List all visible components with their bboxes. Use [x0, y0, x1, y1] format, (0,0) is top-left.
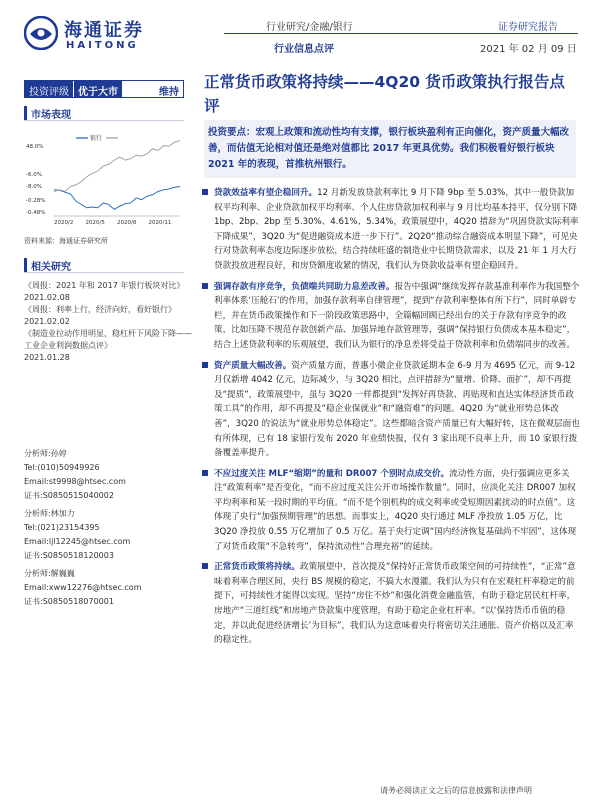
bullet-icon	[202, 563, 208, 569]
analyst-line: 证书:S0850518120003	[24, 551, 114, 560]
analyst-line: Tel:(021)23154395	[24, 523, 100, 532]
related-divider	[24, 272, 184, 273]
analyst-line: Tel:(010)50949926	[24, 463, 100, 472]
legal-footer: 请务必阅读正文之后的信息披露和法律声明	[380, 786, 532, 795]
list-item[interactable]: 《制造业拉动作用明显，稳杠杆下风险下降——工业企业利润数据点评》 2021.01.28	[24, 329, 192, 362]
x-tick-label: 2020/8	[117, 220, 137, 226]
analyst-line[interactable]: Email:st9998@htsec.com	[24, 477, 126, 486]
series-line-bank	[54, 187, 180, 210]
market-performance-title: 市场表现	[24, 106, 71, 121]
header-divider	[224, 33, 578, 34]
analyst-line[interactable]: Email:xww12276@htsec.com	[24, 583, 142, 592]
body-paragraph: 不应过度关注 MLF“缩期”的量和 DR007 个别时点成交价。流动性方面，央行强调应更多关注“政策利率”是否变化，“而不应过度关注公开市场操作数量”。同时，应淡化关注 DR007 加权平均利率和某一段时期的平均值。“而不是个别机构的成交利率或受短期因素扰动的时点值”。这体现了央行“加强预期管理”的思想。而事实上，4Q20 央行通过 MLF 净投放 1.05 万亿，比 3Q20 净投放 0.55 万亿增加了 0.5 万亿。基于央行定调“国内经济恢复基础尚不牢固”，这体现了对货币政策“不急转弯”，保持流动性“合理充裕”的延续。	[202, 467, 580, 555]
report-subcategory: 行业信息点评	[274, 44, 334, 55]
related-research-list	[24, 280, 194, 364]
rating-action: 维持	[159, 87, 179, 98]
x-tick-label: 2020/5	[85, 220, 105, 226]
report-body	[202, 186, 580, 654]
report-date: 2021 年 02 月 09 日	[480, 44, 577, 55]
logo-cn-text: 海通证券	[64, 20, 144, 41]
analyst-line: 分析师:林加力	[24, 509, 75, 518]
y-tick-label: 48.0%	[26, 144, 44, 150]
logo-en-text: HAITONG	[66, 40, 139, 51]
body-paragraph: 强调存款有序竞争，负债端共同助力息差改善。报告中强调“继续发挥存款基准利率作为我国整个利率体系‘压舱石’的作用，加强存款利率自律管理”，提到“存款利率整体有所下行”，同时单辟专栏，并在货币政策操作和下一阶段政策思路中，全篇幅回顾已经出台的关于存款有序竞争的政策，比如压降不规范存款创新产品、加强异地存款管理等，强调“保持银行负债成本基本稳定”，结合上述贷款利率的乐观展望，我们认为银行的净息差将受益于贷款利率和负债端同步的改善。	[202, 280, 580, 353]
report-type: 证券研究报告	[498, 22, 558, 33]
chart-source: 资料来源：海通证券研究所	[24, 237, 108, 245]
x-tick-label: 2020/2	[54, 220, 74, 226]
analyst-line: 分析师:解巍巍	[24, 569, 75, 578]
list-item[interactable]: 《周报：利率上行，经济向好，看好银行》 2021.02.02	[24, 305, 176, 326]
analyst-contacts	[24, 447, 194, 609]
company-logo	[24, 14, 174, 60]
body-paragraph: 资产质量大幅改善。资产质量方面，普惠小微企业贷款延期本金 6-9 月为 4695 亿元，而 9-12 月仅新增 4042 亿元，边际减少，与 3Q20 相比，点评措辞为“量增、价降、面扩”，却不再提及“提质”，政策展望中，虽与 3Q20 一样都提到“发挥好再贷款、再贴现和直达实体经济货币政策工具”的作用，却不再提及“稳企业保就业”和“融资难”的问题。4Q20 为“就业形势总体改善”，3Q20 的说法为“就业形势总体稳定”。这些都暗含资产质量已有大幅好转，这在微观层面也有所体现，已有 18 家银行发布 2020 年业绩快报，仅有 3 家出现不良率上升，而 10 家银行拨备覆盖率提升。	[202, 359, 580, 461]
report-category: 行业研究/金融/银行	[266, 22, 353, 33]
analyst-line: 证书:S0850518070001	[24, 597, 114, 606]
legend-label-bank: 银行	[90, 135, 103, 142]
report-title: 正常货币政策将持续——4Q20 货币政策执行报告点评	[204, 73, 565, 115]
bullet-icon	[202, 362, 208, 368]
rating-label: 投资评级	[25, 81, 73, 97]
bullet-icon	[202, 189, 208, 195]
market-performance-chart	[24, 126, 184, 236]
related-research-title: 相关研究	[24, 258, 71, 273]
rating-value: 优于大市	[73, 81, 122, 97]
body-paragraph: 贷款效益率有望企稳回升。12 月新发放贷款利率比 9 月下降 9bp 至 5.03%，其中一般贷款加权平均利率、企业贷款加权平均利率、个人住房贷款加权利率与 9 月比均基本持平，仅分别下降 1bp、2bp、2bp 至 5.30%、4.61%、5.34%，政策展望中，4Q20 措辞为“巩固贷款实际利率下降成果”，3Q20 为“促进融资成本进一步下行”。2Q20“推动综合融资成本明显下降”，可见央行对贷款利率态度边际逐步放松，结合持续旺盛的制造业中长期贷款需求，以及 21 年 1 月大行贷款投放进程良好，和房贷额度收紧的情况，我们认为贷款收益率有望企稳回升。	[202, 186, 580, 274]
analyst-line: 分析师:孙婷	[24, 449, 67, 458]
series-line-index	[54, 141, 180, 192]
analyst-line: 证书:S0850515040002	[24, 491, 114, 500]
bullet-icon	[202, 470, 208, 476]
y-tick-label: -6.0%	[26, 172, 42, 178]
list-item[interactable]: 《周报：2021 年和 2017 年银行板块对比》 2021.02.08	[24, 281, 185, 302]
analyst-line[interactable]: Email:ljl12245@htsec.com	[24, 537, 131, 546]
investment-rating	[24, 80, 184, 98]
haitong-logo-icon	[24, 16, 58, 50]
y-tick-label: -8.0%	[26, 184, 42, 190]
investment-summary: 投资要点：宏观上政策和流动性均有支撑，银行板块盈利有正向催化，资产质量大幅改善，而估值无论相对值还是绝对值都比 2017 年更具优势。我们积极看好银行板块 2021 年的表现，首推杭州银行。	[204, 120, 576, 178]
bullet-icon	[202, 283, 208, 289]
x-tick-label: 2020/11	[148, 220, 172, 226]
y-tick-label: -0.28%	[26, 198, 46, 204]
y-tick-label: -0.48%	[26, 210, 46, 216]
market-divider	[24, 120, 184, 121]
body-paragraph: 正常货币政策将持续。政策展望中，首次提及“保持好正常货币政策空间的可持续性”，“正常”意味着利率合理区间，央行 BS 规模的稳定，不搞大水漫灌。我们认为只有在宏观杠杆率稳定的前提下，可持续性才能得以实现。坚持“房住不炒”和强化消费金融监管，有助于稳定居民杠杆率，房地产“三道红线”和房地产贷款集中度管理，有助于稳定企业杠杆率。“以‘保持货币币值的稳定，并以此促进经济增长’为目标”，我们认为这意味着央行将密切关注通胀、资产价格以及汇率的稳定性。	[202, 560, 580, 648]
